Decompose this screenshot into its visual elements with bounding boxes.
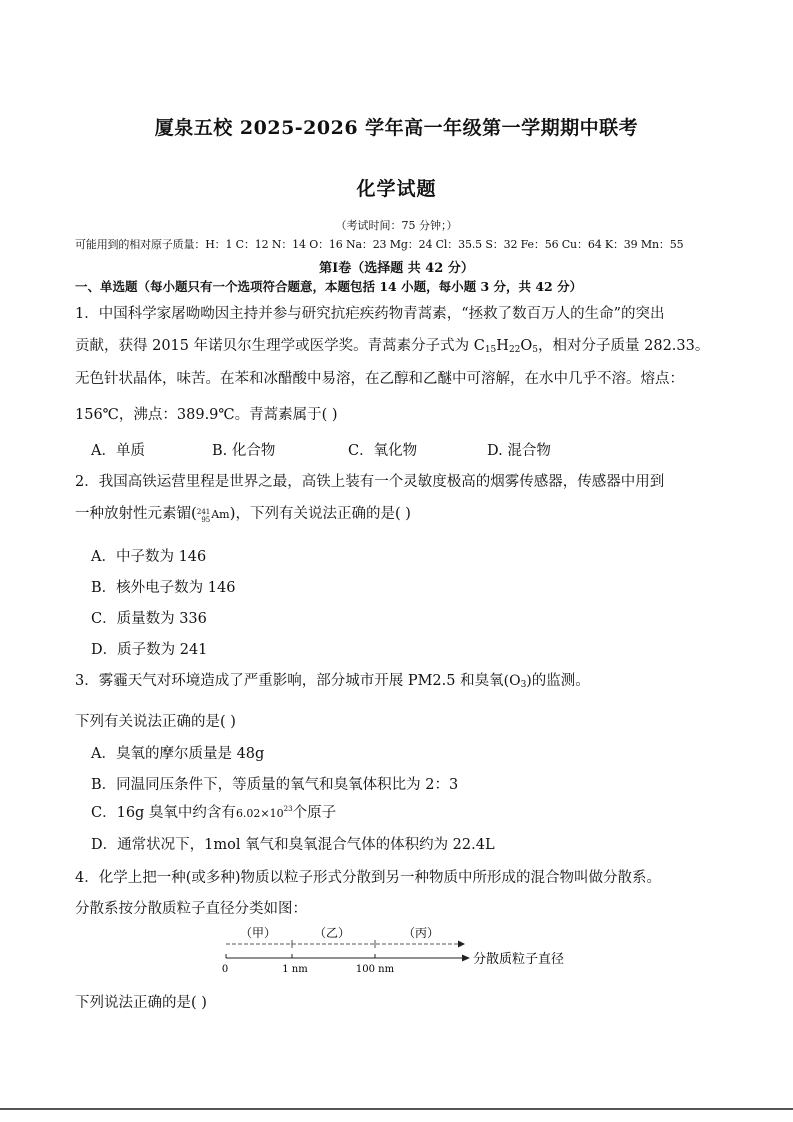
q2-option-d: D．质子数为 241 — [91, 642, 208, 658]
label-jia: （甲） — [239, 926, 277, 940]
formula-o: O — [520, 338, 533, 354]
q2-option-b: B．核外电子数为 146 — [91, 580, 236, 596]
q2-line2-after: ，下列有关说法正确的是( ) — [235, 506, 411, 522]
ozone-formula: $(O_3)$ — [503, 673, 532, 690]
avogadro-exponent: 23 — [283, 805, 293, 814]
dispersion-axis-svg — [218, 922, 598, 974]
bottom-rule — [0, 1108, 793, 1110]
q4-line1: 4．化学上把一种(或多种)物质以粒子形式分散到另一种物质中所形成的混合物叫做分散系。 — [75, 870, 662, 886]
exam-time: （考试时间：75 分钟；） — [335, 219, 458, 232]
q1-option-a: A．单质 — [91, 443, 145, 459]
q1-option-b: B. 化合物 — [212, 443, 276, 459]
formula-o-sub: 5 — [532, 345, 539, 355]
q3-option-c: C．16g 臭氧中约含有$6.02\times 10^{23}$个原子 — [91, 805, 337, 821]
q3-line1-after: 的监测。 — [531, 673, 590, 689]
formula-c-sub: 15 — [484, 345, 497, 355]
formula-h-sub: 22 — [508, 345, 521, 355]
q1-line2-after: ，相对分子质量 282.33。 — [538, 338, 710, 354]
q2-line2-before: 一种放射性元素镅 — [75, 506, 191, 522]
q1-option-d: D. 混合物 — [487, 443, 551, 459]
tick-label-100nm: 100 nm — [355, 964, 395, 974]
q3-option-d: D．通常状况下，1mol 氧气和臭氧混合气体的体积约为 22.4L — [91, 837, 495, 853]
q2-line1: 2．我国高铁运营里程是世界之最，高铁上装有一个灵敏度极高的烟雾传感器，传感器中用到 — [75, 474, 665, 490]
formula-h: H — [496, 338, 509, 354]
q3-line1 — [75, 669, 590, 690]
exam-title: 厦泉五校 2025-2026 学年高一年级第一学期期中联考 — [154, 117, 639, 139]
nuclide-atomic-number: 95 — [201, 515, 211, 524]
tick-label-0: 0 — [221, 964, 229, 974]
q4-line2: 分散系按分散质粒子直径分类如图： — [75, 901, 307, 917]
q4-line3: 下列说法正确的是( ) — [75, 995, 207, 1011]
tick-label-1nm: 1 nm — [282, 964, 308, 974]
exam-subtitle: 化学试题 — [356, 178, 437, 200]
q1-line1: 1．中国科学家屠呦呦因主持并参与研究抗疟疾药物青蒿素，“拯救了数百万人的生命”的突出 — [75, 306, 665, 322]
q3-line2: 下列有关说法正确的是( ) — [75, 714, 236, 730]
avogadro-number: 6.02×10 — [235, 807, 284, 820]
volume-title: 第Ⅰ卷（选择题 共 42 分） — [319, 261, 474, 276]
q3-option-b: B．同温同压条件下，等质量的氧气和臭氧体积比为 2：3 — [91, 777, 459, 793]
nuclide-symbol: Am — [211, 508, 230, 522]
axis-title: 分散质粒子直径 — [473, 952, 565, 967]
dispersion-diagram — [218, 922, 598, 974]
q3-option-a: A．臭氧的摩尔质量是 48g — [91, 746, 265, 762]
q2-option-a: A．中子数为 146 — [91, 549, 207, 565]
q1-line2-before: 贡献，获得 2015 年诺贝尔生理学或医学奖。青蒿素分子式为 C — [75, 338, 485, 354]
q1-line4: 156℃，沸点：389.9℃。青蒿素属于( ) — [75, 407, 338, 423]
nuclide-symbol-group: (241 95Am) — [191, 504, 236, 524]
nuclide-mass-number: 241 — [196, 507, 211, 516]
bracket-arrowhead — [458, 941, 465, 948]
axis-arrowhead — [462, 955, 470, 962]
label-yi: （乙） — [313, 926, 351, 940]
q1-line2 — [75, 334, 709, 355]
q1-option-c: C．氧化物 — [348, 443, 418, 459]
atomic-masses: 可能用到的相对原子质量：H：1 C：12 N：14 O：16 Na：23 Mg：24 Cl：35.5 S：32 Fe：56 Cu：64 K：39 Mn：55 — [75, 238, 684, 251]
label-bing: （丙） — [402, 926, 440, 940]
q2-option-c: C．质量数为 336 — [91, 611, 207, 627]
q3-line1-before: 3．雾霾天气对环境造成了严重影响，部分城市开展 PM2.5 和臭氧 — [75, 673, 504, 689]
q1-line3: 无色针状晶体，味苦。在苯和冰醋酸中易溶，在乙醇和乙醚中可溶解，在水中几乎不溶。熔点： — [75, 371, 684, 387]
section-heading: 一、单选题（每小题只有一个选项符合题意，本题包括 14 小题，每小题 3 分，共 42 分） — [75, 279, 583, 294]
q2-line2 — [75, 502, 411, 524]
